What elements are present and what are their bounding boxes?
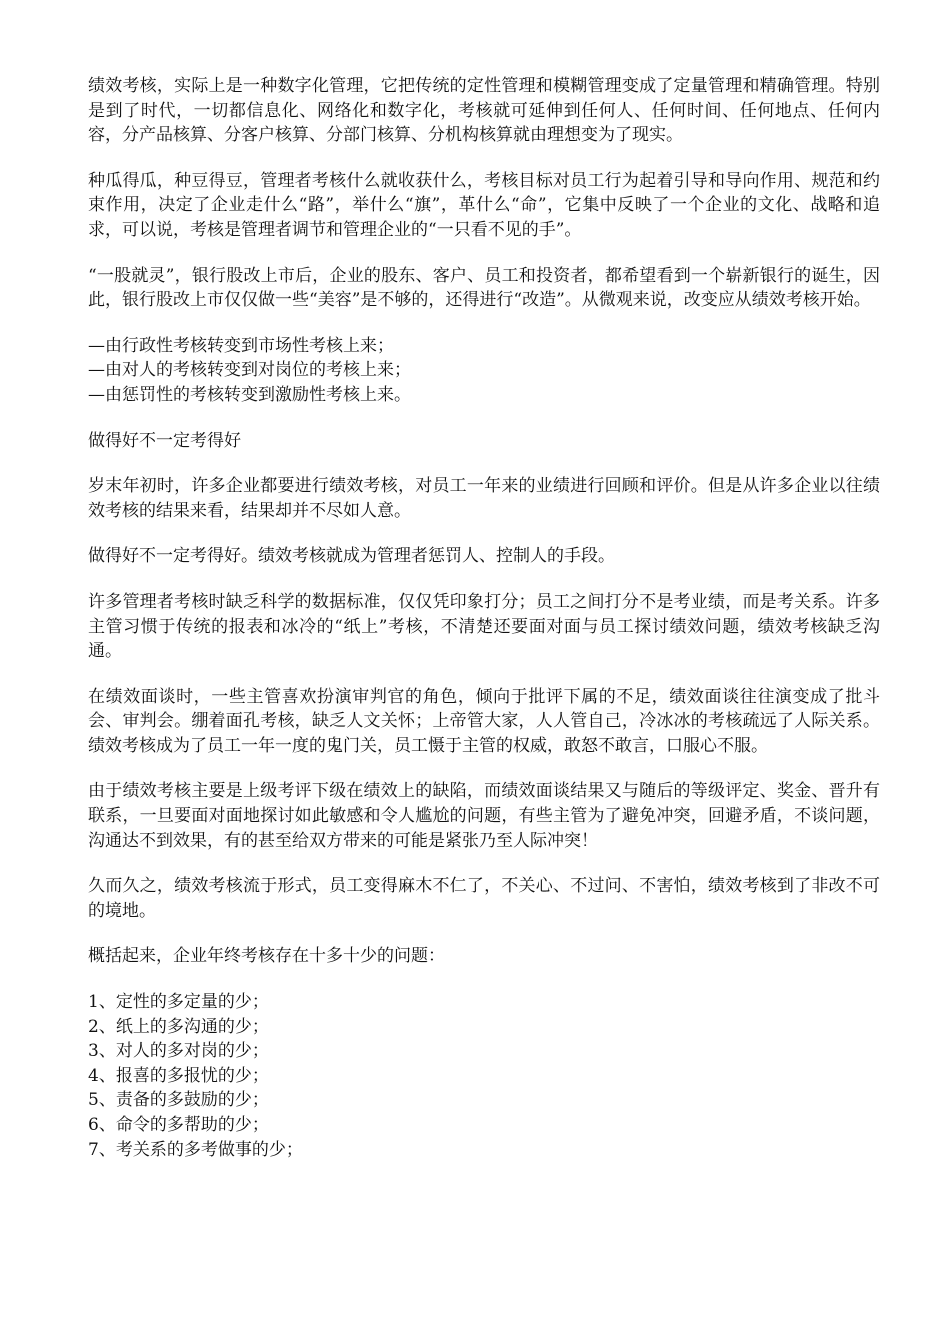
paragraph-harvest: 种瓜得瓜，种豆得豆，管理者考核什么就收获什么，考核目标对员工行为起着引导和导向作用、规范和约束作用，决定了企业走什么“路”，举什么“旗”，革什么“命”，它集中反映了一个企业的文化、战略和追求，可以说，考核是管理者调节和管理企业的“一只看不见的手”。	[88, 170, 880, 240]
paragraph-bank-reform: “一股就灵”，银行股改上市后，企业的股东、客户、员工和投资者，都希望看到一个崭新银行的诞生，因此，银行股改上市仅仅做一些“美容”是不够的，还得进行“改造”。从微观来说，改变应从绩效考核开始。	[88, 265, 880, 311]
numbered-list-item: 4、报喜的多报忧的少；	[88, 1065, 269, 1086]
dash-list-item: —由惩罚性的考核转变到激励性考核上来。	[88, 384, 411, 405]
paragraph-standards: 许多管理者考核时缺乏科学的数据标准，仅仅凭印象打分；员工之间打分不是考业绩，而是考关系。许多主管习惯于传统的报表和冰冷的“纸上”考核，不清楚还要面对面与员工探讨绩效问题，绩效考核缺乏沟通。	[88, 591, 880, 662]
section-heading: 做得好不一定考得好	[88, 430, 241, 451]
paragraph-year-end: 岁末年初时，许多企业都要进行绩效考核，对员工一年来的业绩进行回顾和评价。但是从许多企业以往绩效考核的结果来看，结果却并不尽如人意。	[88, 476, 880, 521]
paragraph-formality: 久而久之，绩效考核流于形式，员工变得麻木不仁了，不关心、不过问、不害怕，绩效考核到了非改不可的境地。	[88, 876, 880, 921]
numbered-list-item: 1、定性的多定量的少；	[88, 992, 269, 1013]
paragraph-interview: 在绩效面谈时，一些主管喜欢扮演审判官的角色，倾向于批评下属的不足，绩效面谈往往演变成了批斗会、审判会。绷着面孔考核，缺乏人文关怀；上帝管大家，人人管自己，冷冰冰的考核疏远了人际关系。绩效考核成为了员工一年一度的鬼门关，员工慑于主管的权威，敢怒不敢言，口服心不服。	[88, 686, 880, 756]
numbered-list-item: 7、考关系的多考做事的少；	[88, 1139, 303, 1160]
numbered-list-item: 3、对人的多对岗的少；	[88, 1041, 269, 1062]
dash-list-item: —由行政性考核转变到市场性考核上来；	[88, 335, 394, 356]
paragraph-summary: 概括起来，企业年终考核存在十多十少的问题：	[88, 946, 445, 967]
paragraph-intro: 绩效考核，实际上是一种数字化管理，它把传统的定性管理和模糊管理变成了定量管理和精确管理。特别是到了时代，一切都信息化、网络化和数字化，考核就可延伸到任何人、任何时间、任何地点、任何内容，分产品核算、分客户核算、分部门核算、分机构核算就由理想变为了现实。	[88, 76, 880, 146]
document-page	[88, 74, 880, 1183]
numbered-list-item: 2、纸上的多沟通的少；	[88, 1016, 269, 1037]
paragraph-conflict: 由于绩效考核主要是上级考评下级在绩效上的缺陷，而绩效面谈结果又与随后的等级评定、奖金、晋升有联系，一旦要面对面地探讨如此敏感和令人尴尬的问题，有些主管为了避免冲突，回避矛盾，不谈问题，沟通达不到效果，有的甚至给双方带来的可能是紧张乃至人际冲突！	[88, 781, 880, 851]
dash-list-item: —由对人的考核转变到对岗位的考核上来；	[88, 360, 411, 381]
numbered-list-item: 6、命令的多帮助的少；	[88, 1115, 269, 1135]
dash-list	[88, 334, 880, 408]
paragraph-punish: 做得好不一定考得好。绩效考核就成为管理者惩罚人、控制人的手段。	[88, 546, 615, 567]
numbered-list-item: 5、责备的多鼓励的少；	[88, 1090, 269, 1111]
numbered-list	[88, 990, 880, 1162]
